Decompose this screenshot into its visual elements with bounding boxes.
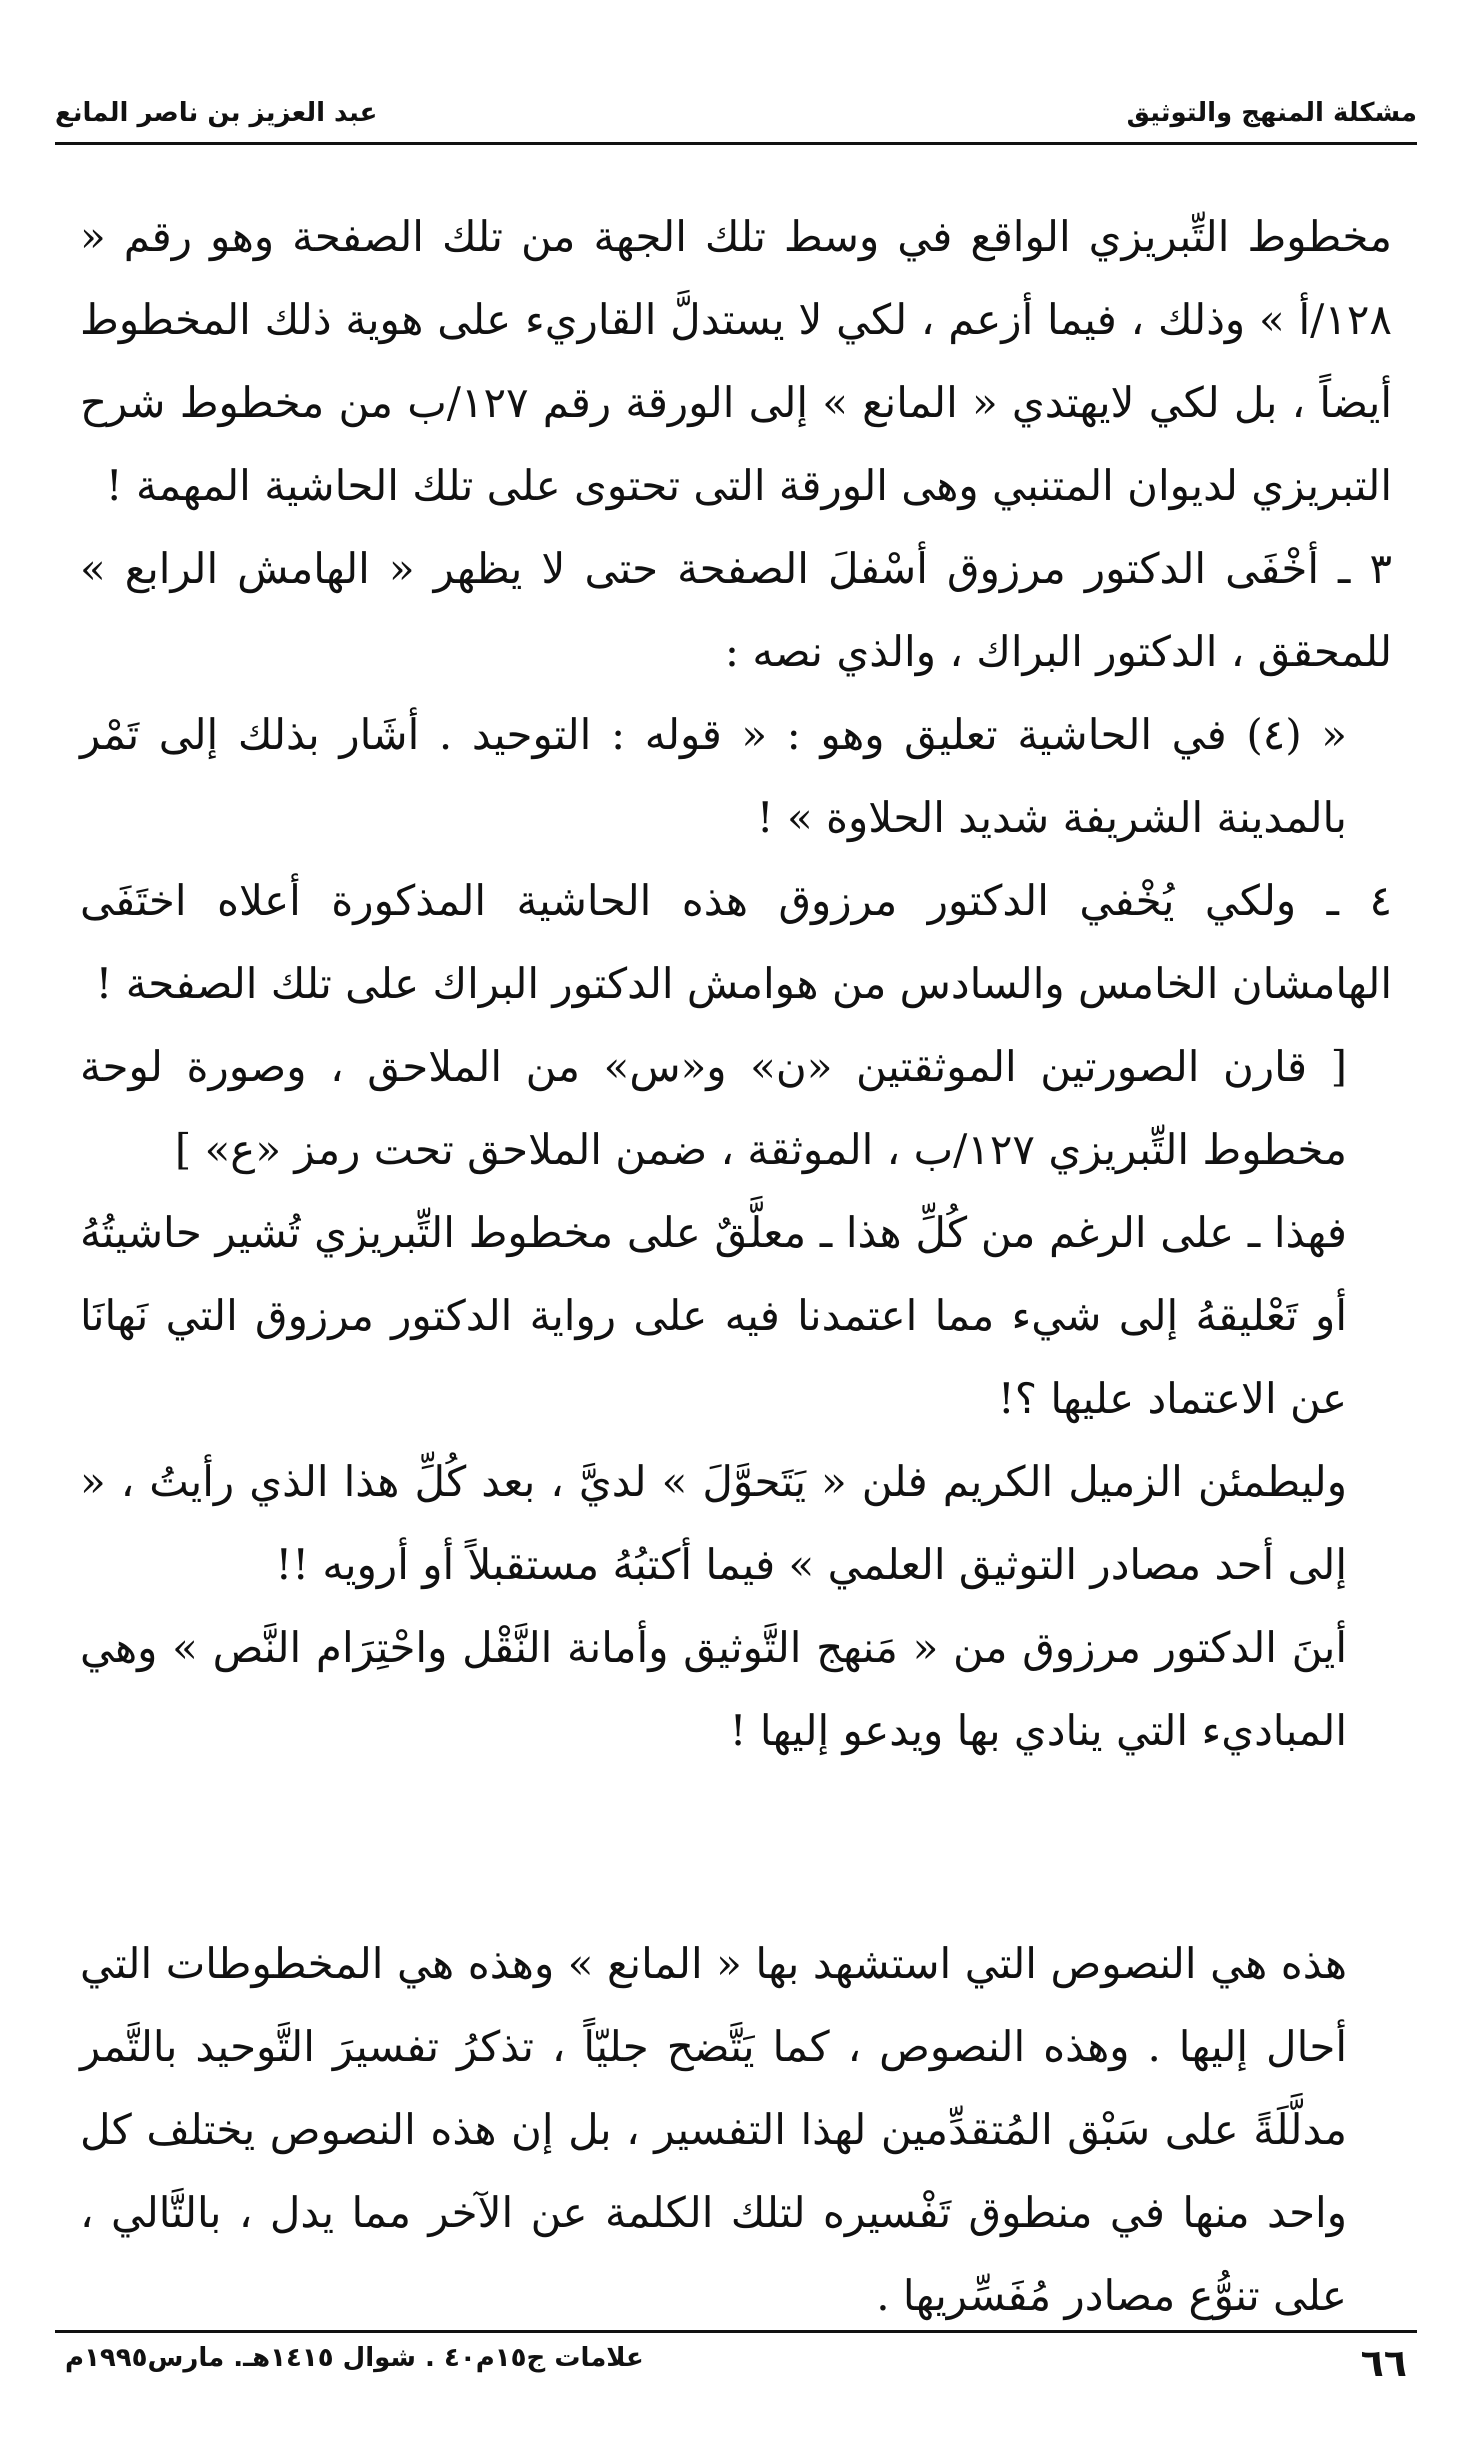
- paragraph-5: وليطمئن الزميل الكريم فلن « يَتَحوَّلَ » لديَّ ، بعد كُلِّ هذا الذي رأيتُ ، « إلى أحد مصادر التوثيق العلمي » فيما أكتبُهُ مستقبلاً أو أرويه !!: [80, 1457, 1347, 1589]
- paragraph-4: فهذا ـ على الرغم من كُلِّ هذا ـ معلَّقٌ على مخطوط التِّبريزي تُشير حاشيتُهُ أو تَعْليقهُ إلى شيء مما اعتمدنا فيه على رواية الدكتور مرزوق التي نَهانَا عن الاعتماد عليها ؟!: [80, 1208, 1347, 1423]
- section-title: مشكلة المنهج والتوثيق: [1126, 98, 1417, 128]
- section-gap: [80, 1772, 1392, 1922]
- paragraph-3: ٤ ـ ولكي يُخْفي الدكتور مرزوق هذه الحاشية المذكورة أعلاه اختَفَى الهامشان الخامس والسادس من هوامش الدكتور البراك على تلك الصفحة !: [80, 876, 1392, 1008]
- body-text: [80, 195, 1392, 2337]
- author-name: عبد العزيز بن ناصر المانع: [55, 98, 378, 128]
- paragraph-2: ٣ ـ أخْفَى الدكتور مرزوق أسْفلَ الصفحة حتى لا يظهر « الهامش الرابع » للمحقق ، الدكتور البراك ، والذي نصه :: [80, 544, 1392, 676]
- running-footer: [55, 2330, 1417, 2393]
- footnote-quote: « (٤) في الحاشية تعليق وهو : « قوله : التوحيد . أشَار بذلك إلى تَمْر بالمدينة الشريفة شديد الحلاوة » !: [80, 710, 1347, 842]
- issue-info: علامات ج١٥م٤٠ . شوال ١٤١٥هـ. مارس١٩٩٥م: [65, 2343, 644, 2373]
- bracket-note: [ قارن الصورتين الموثقتين «ن» و«س» من الملاحق ، وصورة لوحة مخطوط التِّبريزي ١٢٧/ب ، الموثقة ، ضمن الملاحق تحت رمز «ع» ]: [80, 1042, 1347, 1174]
- running-header: [55, 92, 1417, 145]
- page-number: ٦٦: [1360, 2341, 1407, 2385]
- paragraph-6: أينَ الدكتور مرزوق من « مَنهج التَّوثيق وأمانة النَّقْل واحْتِرَام النَّص » وهي المباديء التي ينادي بها ويدعو إليها !: [80, 1623, 1347, 1755]
- paragraph-7: هذه هي النصوص التي استشهد بها « المانع » وهذه هي المخطوطات التي أحال إليها . وهذه النصوص ، كما يَتَّضح جليّاً ، تذكرُ تفسيرَ التَّوحيد بالتَّمر مدلَّلَةً على سَبْق المُتقدِّمين لهذا التفسير ، بل إن هذه النصوص يختلف كل واحد منها في منطوق تَفْسيره لتلك الكلمة عن الآخر مما يدل ، بالتَّالي ، على تنوُّع مصادر مُفَسِّريها .: [80, 1939, 1348, 2320]
- paragraph-1: مخطوط التِّبريزي الواقع في وسط تلك الجهة من تلك الصفحة وهو رقم « ١٢٨/أ » وذلك ، فيما أزعم ، لكي لا يستدلَّ القاريء على هوية ذلك المخطوط أيضاً ، بل لكي لايهتدي « المانع » إلى الورقة رقم ١٢٧/ب من مخطوط شرح التبريزي لديوان المتنبي وهى الورقة التى تحتوى على تلك الحاشية المهمة !: [80, 212, 1392, 510]
